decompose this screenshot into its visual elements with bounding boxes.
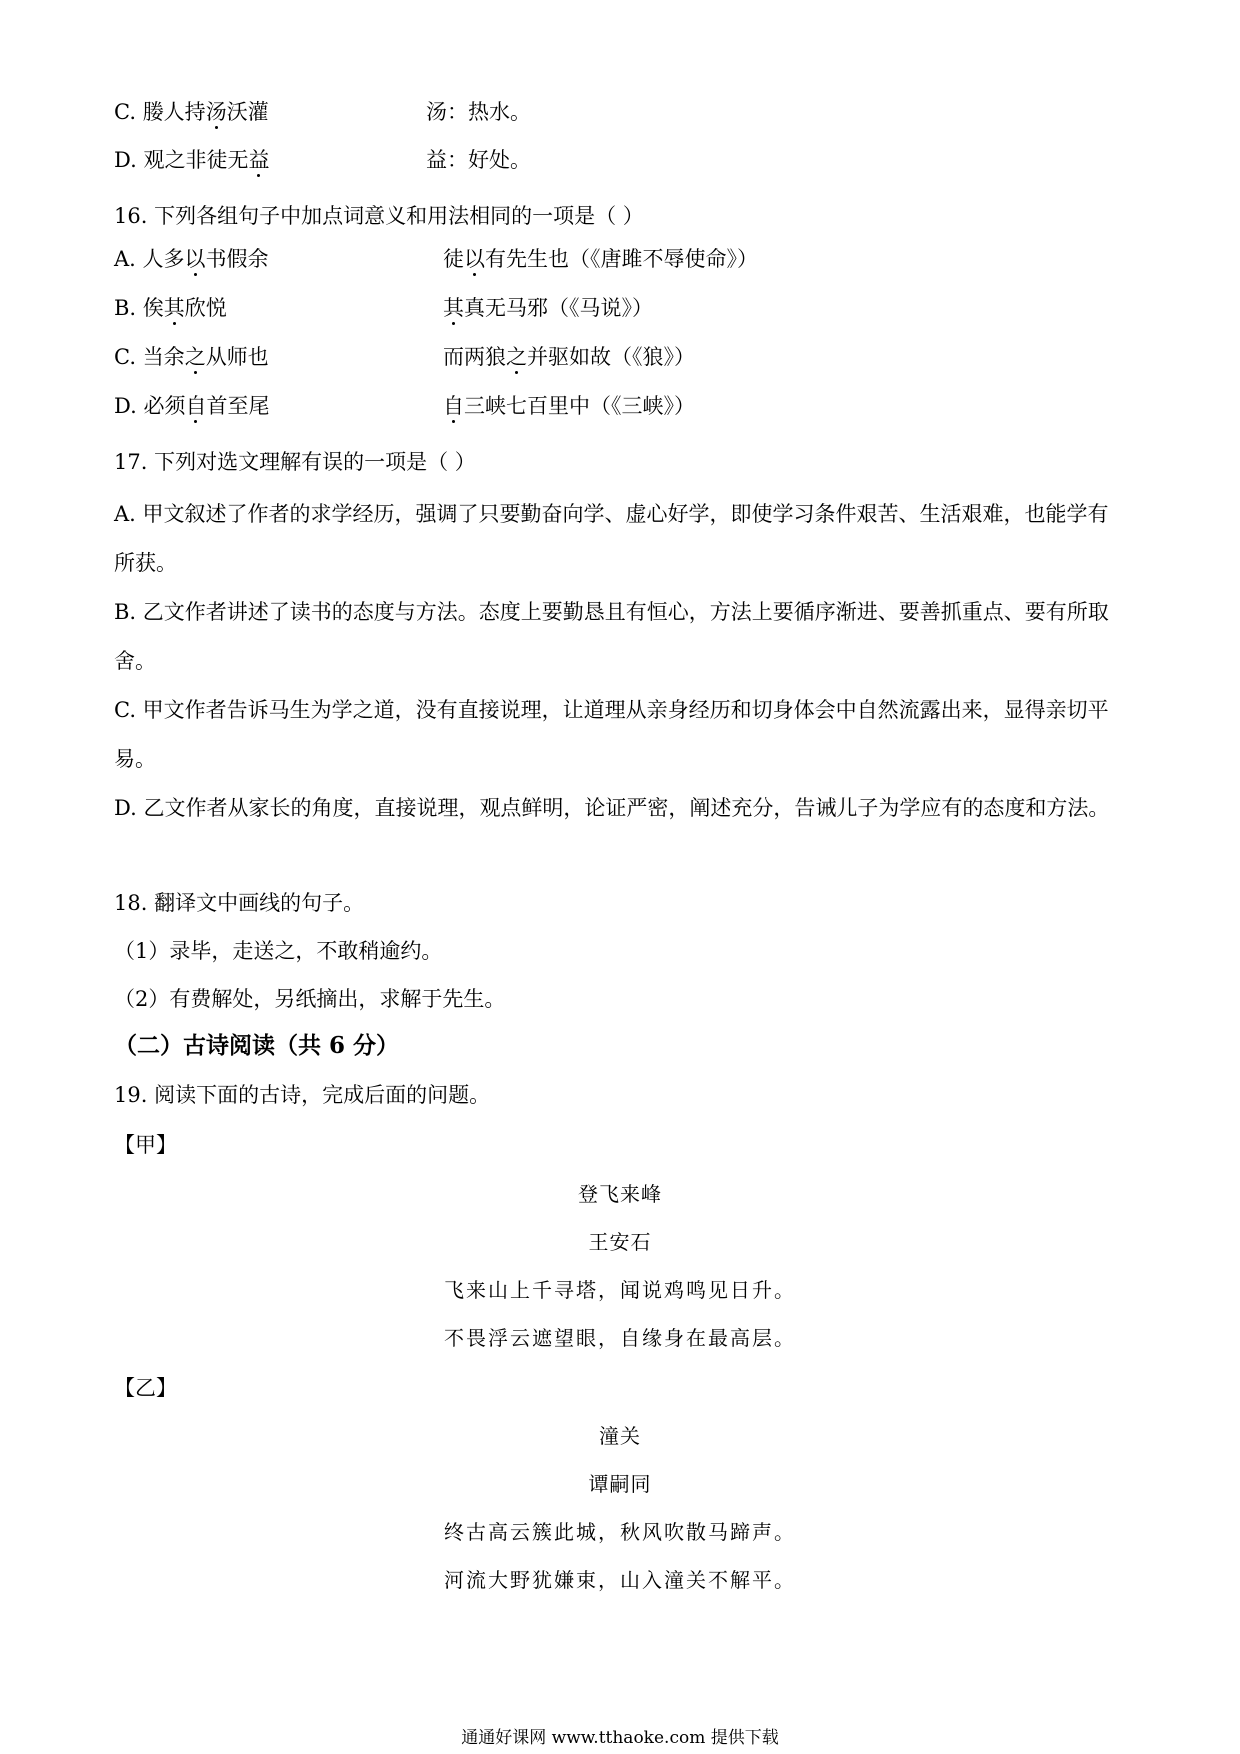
dotted-word: 之 [184, 345, 206, 369]
q15-option-c-gloss: 汤：热水。 [426, 100, 531, 124]
q17-option-a: A. 甲文叙述了作者的求学经历，强调了只要勤奋向学、虚心好学，即使学习条件艰苦、生活艰难，也能学有所获。 [114, 502, 1109, 575]
option-label: A. [114, 247, 136, 271]
option-text-post: 有先生也（《唐雎不辱使命》） [485, 247, 758, 271]
poem-jia-tag: 【甲】 [114, 1133, 177, 1157]
q16-option-d-left [114, 392, 269, 420]
option-text-pre: 媵人持 [142, 100, 206, 124]
q19-stem: 19. 阅读下面的古诗，完成后面的问题。 [114, 1083, 491, 1107]
option-label: D. [114, 148, 137, 172]
option-label: C. [114, 345, 136, 369]
option-label: D. [114, 394, 137, 418]
dotted-word: 汤 [205, 100, 227, 124]
option-label: B. [114, 296, 137, 320]
option-text-pre: 观之非徒无 [143, 148, 249, 172]
dotted-word: 自 [443, 394, 464, 418]
option-text-pre: 徒 [443, 247, 464, 271]
q16-option-b-left [114, 294, 227, 322]
q18-item-2: （2）有费解处，另纸摘出，求解于先生。 [114, 987, 506, 1011]
page-footer: 通通好课网 www.tthaoke.com 提供下载 [461, 1728, 779, 1748]
dotted-word: 益 [248, 148, 270, 172]
poem-yi-line-1: 终古高云簇此城，秋风吹散马蹄声。 [444, 1520, 796, 1544]
q16-option-c-right [443, 343, 695, 371]
q16-option-a-left [114, 245, 269, 273]
q15-option-c [114, 98, 269, 126]
option-text-pre: 人多 [142, 247, 185, 271]
q17-stem: 17. 下列对选文理解有误的一项是（ ） [114, 450, 476, 474]
q17-option-d: D. 乙文作者从家长的角度，直接说理，观点鲜明，论证严密，阐述充分，告诫儿子为学应有的态度和方法。 [114, 796, 1110, 820]
dotted-word: 以 [464, 247, 485, 271]
dotted-word: 自 [185, 394, 207, 418]
poem-jia-line-1: 飞来山上千寻塔，闻说鸡鸣见日升。 [444, 1278, 796, 1302]
dotted-word: 其 [443, 296, 464, 320]
option-text-post: 并驱如故（《狼》） [527, 345, 695, 369]
q16-option-d-right [443, 392, 695, 420]
option-text-pre: 而两狼 [443, 345, 506, 369]
option-text-pre: 必须 [143, 394, 186, 418]
option-text-pre: 俟 [142, 296, 164, 320]
poem-yi-line-2: 河流大野犹嫌束，山入潼关不解平。 [444, 1568, 796, 1592]
q16-stem: 16. 下列各组句子中加点词意义和用法相同的一项是（ ） [114, 204, 644, 228]
poem-yi-title: 潼关 [599, 1424, 641, 1448]
q16-option-a-right [443, 245, 758, 273]
q17-option-b: B. 乙文作者讲述了读书的态度与方法。态度上要勤恳且有恒心，方法上要循序渐进、要善抓重点、要有所取舍。 [114, 600, 1109, 673]
poem-jia-title: 登飞来峰 [578, 1182, 662, 1206]
section-heading: （二）古诗阅读（共 6 分） [114, 1032, 400, 1059]
option-text-pre: 当余 [142, 345, 185, 369]
poem-yi-author: 谭嗣同 [588, 1472, 652, 1496]
poem-jia-line-2: 不畏浮云遮望眼，自缘身在最高层。 [444, 1326, 796, 1350]
option-label: C. [114, 100, 136, 124]
q15-option-d [114, 146, 269, 174]
dotted-word: 以 [184, 247, 206, 271]
q17-option-c: C. 甲文作者告诉马生为学之道，没有直接说理，让道理从亲身经历和切身体会中自然流露出来，显得亲切平易。 [114, 698, 1109, 771]
option-text-post: 欣悦 [184, 296, 227, 320]
q16-option-b-right [443, 294, 653, 322]
dotted-word: 其 [163, 296, 185, 320]
option-text-post: 沃灌 [226, 100, 269, 124]
option-text-post: 从师也 [205, 345, 269, 369]
option-text-post: 首至尾 [206, 394, 270, 418]
q16-option-c-left [114, 343, 269, 371]
option-text-post: 真无马邪（《马说》） [464, 296, 653, 320]
poem-jia-author: 王安石 [588, 1230, 652, 1254]
dotted-word: 之 [506, 345, 527, 369]
poem-yi-tag: 【乙】 [114, 1376, 177, 1400]
q18-stem: 18. 翻译文中画线的句子。 [114, 891, 365, 915]
q18-item-1: （1）录毕，走送之，不敢稍逾约。 [114, 939, 443, 963]
option-text-post: 书假余 [205, 247, 269, 271]
option-text-post: 三峡七百里中（《三峡》） [464, 394, 695, 418]
q15-option-d-gloss: 益：好处。 [426, 148, 531, 172]
